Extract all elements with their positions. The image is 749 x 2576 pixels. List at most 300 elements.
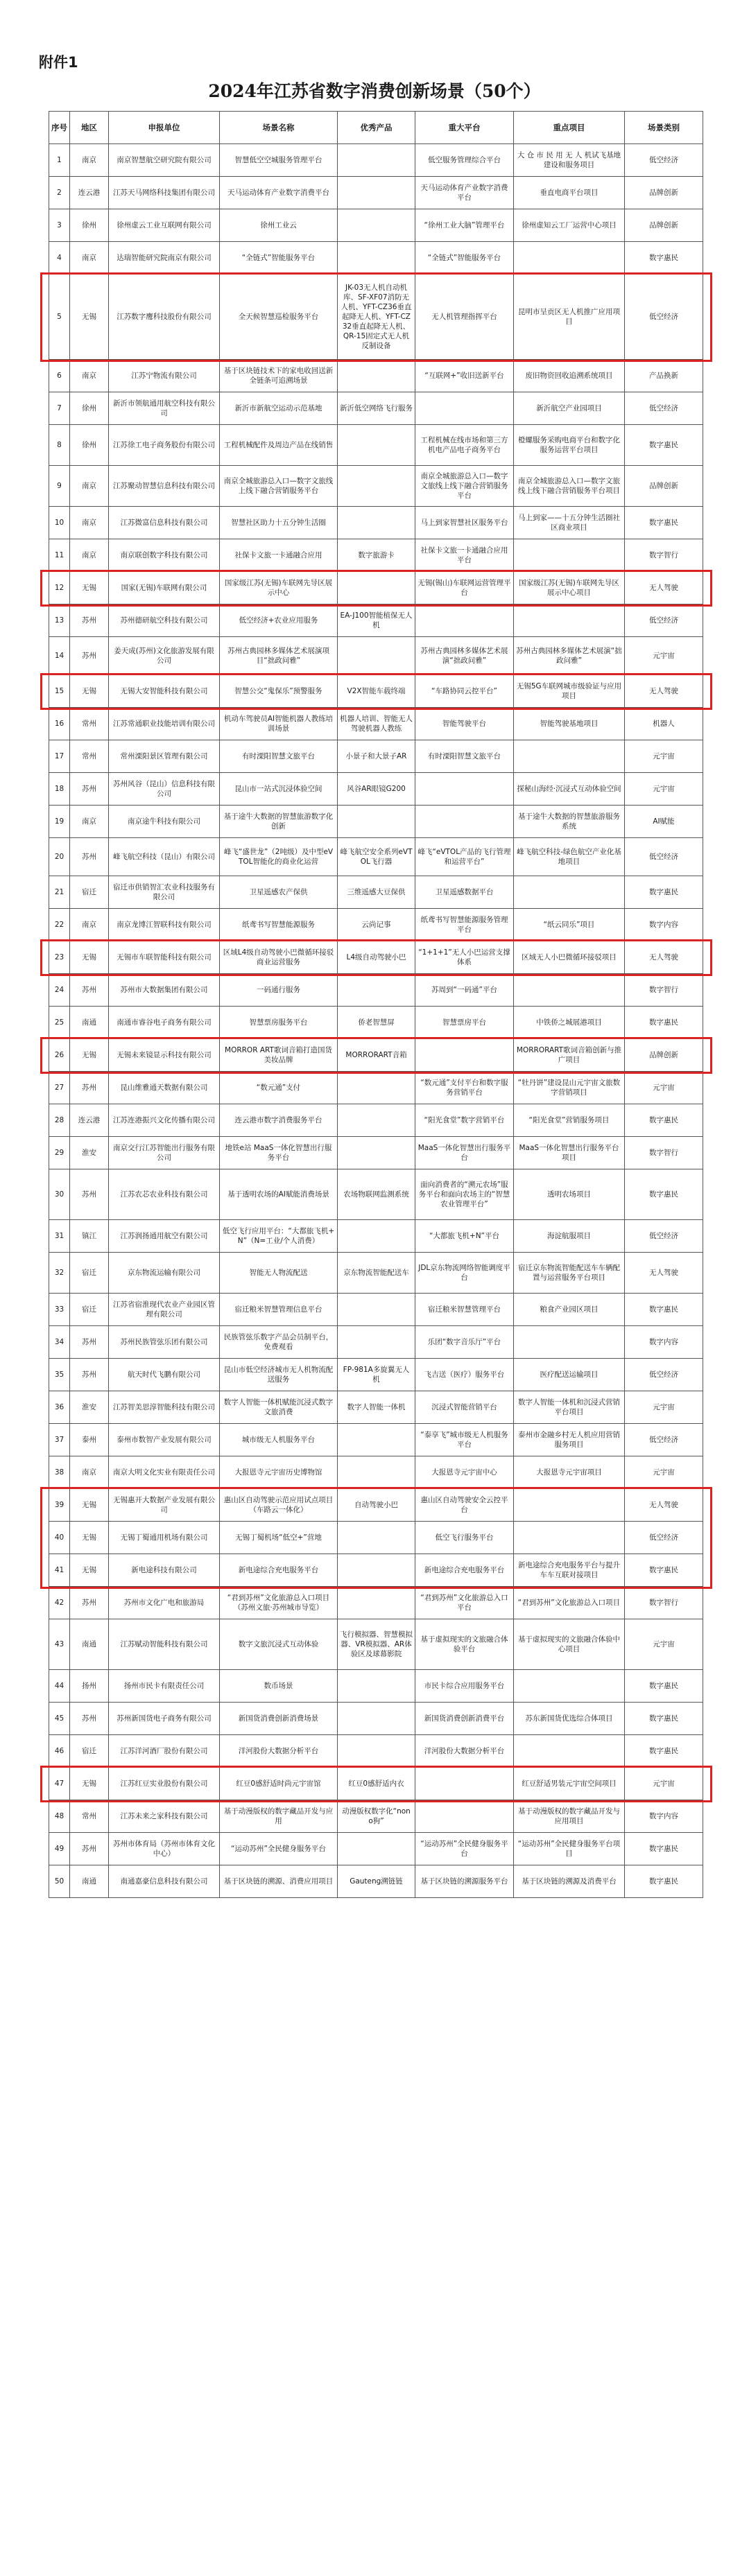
project-cell: 红豆舒适男装元宇宙空间项目 (514, 1768, 625, 1800)
product-cell (338, 1220, 415, 1253)
platform-cell: 智慧票房平台 (415, 1007, 514, 1039)
platform-cell: 无人机管理指挥平台 (415, 275, 514, 360)
row-number: 22 (49, 909, 70, 941)
category-cell: 元宇宙 (625, 1072, 703, 1104)
region-cell: 南京 (70, 1456, 109, 1489)
region-cell: 苏州 (70, 1703, 109, 1735)
table-row (49, 572, 703, 604)
region-cell: 南京 (70, 507, 109, 539)
scene-cell: “君到苏州”文化旅游总入口项目（苏州文旅·苏州城市导览） (220, 1587, 338, 1619)
table-row (49, 177, 703, 209)
region-cell: 无锡 (70, 572, 109, 604)
row-number: 11 (49, 539, 70, 572)
column-header: 序号 (49, 112, 70, 144)
project-cell: 南京全城旅游总入口—数字文旅线上线下融合营销服务平台项目 (514, 466, 625, 507)
scene-cell: 民族管弦乐数字产品会员制平台，免费观看 (220, 1326, 338, 1359)
category-cell: 数字惠民 (625, 1007, 703, 1039)
table-row (49, 1169, 703, 1220)
table-row (49, 1220, 703, 1253)
scene-cell: 惠山区自动驾驶示范应用试点项目（车路云一体化） (220, 1489, 338, 1522)
scene-cell: 天马运动体育产业数字消费平台 (220, 177, 338, 209)
table-row (49, 1587, 703, 1619)
region-cell: 苏州 (70, 637, 109, 675)
platform-cell: 马上到家智慧社区服务平台 (415, 507, 514, 539)
category-cell: 数字智行 (625, 539, 703, 572)
org-cell: 南京智慧航空研究院有限公司 (109, 144, 220, 177)
region-cell: 苏州 (70, 974, 109, 1007)
region-cell: 苏州 (70, 1326, 109, 1359)
row-number: 31 (49, 1220, 70, 1253)
row-number: 34 (49, 1326, 70, 1359)
region-cell: 苏州 (70, 1587, 109, 1619)
project-cell (514, 876, 625, 909)
product-cell (338, 507, 415, 539)
product-cell: 京东物流智能配送车 (338, 1253, 415, 1294)
scene-cell: 卫星遥感农产保供 (220, 876, 338, 909)
org-cell: 苏州市大数据集团有限公司 (109, 974, 220, 1007)
category-cell: 品牌创新 (625, 177, 703, 209)
org-cell: 江苏未来之家科技有限公司 (109, 1800, 220, 1833)
column-header: 场景名称 (220, 112, 338, 144)
region-cell: 苏州 (70, 838, 109, 876)
region-cell: 无锡 (70, 1489, 109, 1522)
table-body (49, 144, 703, 1898)
project-cell: 废旧物资回收追溯系统项目 (514, 360, 625, 392)
org-cell: 无锡市车联智能科技有限公司 (109, 941, 220, 974)
org-cell: 无锡丁蜀通用机场有限公司 (109, 1522, 220, 1554)
category-cell: 品牌创新 (625, 1039, 703, 1072)
category-cell: 低空经济 (625, 604, 703, 637)
product-cell: 新沂低空网络飞行服务 (338, 392, 415, 425)
row-number: 39 (49, 1489, 70, 1522)
project-cell: 峰飞航空科技-绿色航空产业化基地项目 (514, 838, 625, 876)
row-number: 4 (49, 242, 70, 275)
platform-cell: 无锡(锡山)车联网运营管理平台 (415, 572, 514, 604)
category-cell: 数字惠民 (625, 1735, 703, 1768)
row-number: 28 (49, 1104, 70, 1137)
region-cell: 南通 (70, 1619, 109, 1670)
region-cell: 无锡 (70, 675, 109, 708)
category-cell: 数字智行 (625, 1587, 703, 1619)
row-number: 2 (49, 177, 70, 209)
project-cell: “阳光食堂”营销服务项目 (514, 1104, 625, 1137)
platform-cell (415, 604, 514, 637)
product-cell: JK-03无人机自动机库、SF-XF07消防无人机、YFT-CZ36垂直起降无人机、YFT-CZ32垂直起降无人机、QR-15固定式无人机反制设备 (338, 275, 415, 360)
scene-cell: 红豆0感舒适时尚元宇宙馆 (220, 1768, 338, 1800)
scene-cell: “运动苏州”全民健身服务平台 (220, 1833, 338, 1865)
org-cell: 江苏红豆实业股份有限公司 (109, 1768, 220, 1800)
category-cell: 数字智行 (625, 1137, 703, 1169)
table-row (49, 604, 703, 637)
table-row (49, 507, 703, 539)
row-number: 40 (49, 1522, 70, 1554)
platform-cell: “阳光食堂”数字营销平台 (415, 1104, 514, 1137)
category-cell: 机器人 (625, 708, 703, 740)
project-cell (514, 1489, 625, 1522)
platform-cell: “徐州工业大脑”管理平台 (415, 209, 514, 242)
org-cell: 江苏省宿淮现代农业产业园区管理有限公司 (109, 1294, 220, 1326)
product-cell: 农场物联网监测系统 (338, 1169, 415, 1220)
table-row (49, 1735, 703, 1768)
scene-cell: 大报恩寺元宇宙历史博物馆 (220, 1456, 338, 1489)
column-header: 重点项目 (514, 112, 625, 144)
table-row (49, 1703, 703, 1735)
platform-cell: 峰飞“eVTOL产品的飞行管理和运营平台” (415, 838, 514, 876)
org-cell: 江苏常通职业技能培训有限公司 (109, 708, 220, 740)
category-cell: 元宇宙 (625, 1619, 703, 1670)
platform-cell: 卫星遥感数据平台 (415, 876, 514, 909)
product-cell: V2X智能车载终端 (338, 675, 415, 708)
org-cell: 江苏天马网络科技集团有限公司 (109, 177, 220, 209)
product-cell: MORRORART音箱 (338, 1039, 415, 1072)
platform-cell: MaaS一体化智慧出行服务平台 (415, 1137, 514, 1169)
region-cell: 常州 (70, 1800, 109, 1833)
table-row (49, 838, 703, 876)
platform-cell: 天马运动体育产业数字消费平台 (415, 177, 514, 209)
project-cell: 基于区块链的溯源及消费平台 (514, 1865, 625, 1898)
category-cell: 数字智行 (625, 974, 703, 1007)
row-number: 24 (49, 974, 70, 1007)
platform-cell: “1+1+1”无人小巴运营支撑体系 (415, 941, 514, 974)
row-number: 5 (49, 275, 70, 360)
platform-cell: 智能驾驶平台 (415, 708, 514, 740)
region-cell: 宿迁 (70, 876, 109, 909)
row-number: 44 (49, 1670, 70, 1703)
row-number: 49 (49, 1833, 70, 1865)
platform-cell: “数元通”支付平台和数字服务营销平台 (415, 1072, 514, 1104)
row-number: 43 (49, 1619, 70, 1670)
row-number: 13 (49, 604, 70, 637)
table-row (49, 539, 703, 572)
scene-cell: 智能无人物流配送 (220, 1253, 338, 1294)
project-cell (514, 974, 625, 1007)
category-cell: 元宇宙 (625, 740, 703, 773)
row-number: 45 (49, 1703, 70, 1735)
platform-cell: 新电途综合充电服务平台 (415, 1554, 514, 1587)
project-cell: 泰州市金融乡村无人机应用营销服务项目 (514, 1424, 625, 1456)
table-row (49, 144, 703, 177)
platform-cell: 惠山区自动驾驶安全云控平台 (415, 1489, 514, 1522)
project-cell: 基于动漫版权的数字藏品开发与应用项目 (514, 1800, 625, 1833)
row-number: 47 (49, 1768, 70, 1800)
org-cell: 宿迁市供销智汇农业科技服务有限公司 (109, 876, 220, 909)
row-number: 50 (49, 1865, 70, 1898)
category-cell: 数字惠民 (625, 1169, 703, 1220)
project-cell: 数字人智能一体机和沉浸式营销平台项目 (514, 1391, 625, 1424)
region-cell: 无锡 (70, 941, 109, 974)
scene-cell: 地铁e站 MaaS一体化智慧出行服务平台 (220, 1137, 338, 1169)
category-cell: 数字内容 (625, 1326, 703, 1359)
platform-cell (415, 773, 514, 806)
org-cell: 南京大明文化实业有限责任公司 (109, 1456, 220, 1489)
table-row (49, 275, 703, 360)
org-cell: 江苏数字鹰科技股份有限公司 (109, 275, 220, 360)
org-cell: 国家(无锡)车联网有限公司 (109, 572, 220, 604)
table-row (49, 637, 703, 675)
scene-cell: 低空经济+农业应用服务 (220, 604, 338, 637)
category-cell: 数字惠民 (625, 507, 703, 539)
scene-cell: 工程机械配件及周边产品在线销售 (220, 425, 338, 466)
column-header: 场景类别 (625, 112, 703, 144)
region-cell: 淮安 (70, 1137, 109, 1169)
org-cell: 峰飞航空科技（昆山）有限公司 (109, 838, 220, 876)
project-cell: 新电途综合充电服务平台与提升车车互联对接项目 (514, 1554, 625, 1587)
project-cell (514, 1670, 625, 1703)
platform-cell: “全链式”智能服务平台 (415, 242, 514, 275)
project-cell (514, 1735, 625, 1768)
product-cell (338, 1735, 415, 1768)
product-cell (338, 209, 415, 242)
table-row (49, 1391, 703, 1424)
table-row (49, 1137, 703, 1169)
project-cell: MORRORART歌词音箱创新与推广项目 (514, 1039, 625, 1072)
category-cell: 品牌创新 (625, 466, 703, 507)
org-cell: 昆山维雅通天数据有限公司 (109, 1072, 220, 1104)
scene-cell: 洋河股份大数据分析平台 (220, 1735, 338, 1768)
scene-cell: 基于透明农场的AI赋能消费场景 (220, 1169, 338, 1220)
region-cell: 南京 (70, 144, 109, 177)
category-cell: 数字内容 (625, 909, 703, 941)
product-cell (338, 974, 415, 1007)
platform-cell: 新国货消费创新消费平台 (415, 1703, 514, 1735)
platform-cell (415, 1039, 514, 1072)
org-cell: 南京途牛科技有限公司 (109, 806, 220, 838)
row-number: 17 (49, 740, 70, 773)
product-cell: 三维遥感大豆保供 (338, 876, 415, 909)
scene-cell: 新沂市新航空运动示范基地 (220, 392, 338, 425)
project-cell (514, 740, 625, 773)
platform-cell: “大都旅飞机+N”平台 (415, 1220, 514, 1253)
product-cell (338, 242, 415, 275)
table-row (49, 1554, 703, 1587)
project-cell (514, 1522, 625, 1554)
org-cell: 江苏聚动智慧信息科技有限公司 (109, 466, 220, 507)
project-cell: “纸云同乐”项目 (514, 909, 625, 941)
platform-cell (415, 1768, 514, 1800)
product-cell (338, 1424, 415, 1456)
org-cell: 南京龙博江智联科技有限公司 (109, 909, 220, 941)
product-cell (338, 466, 415, 507)
org-cell: 扬州市民卡有限责任公司 (109, 1670, 220, 1703)
product-cell: EA-J100智能植保无人机 (338, 604, 415, 637)
category-cell: 数字惠民 (625, 1294, 703, 1326)
platform-cell: 南京全城旅游总入口—数字文旅线上线下融合营销服务平台 (415, 466, 514, 507)
table-row (49, 1104, 703, 1137)
product-cell (338, 1670, 415, 1703)
platform-cell (415, 806, 514, 838)
product-cell: 小景子和大景子AR (338, 740, 415, 773)
project-cell: MaaS一体化智慧出行服务平台项目 (514, 1137, 625, 1169)
table-row (49, 1039, 703, 1072)
region-cell: 南京 (70, 806, 109, 838)
region-cell: 苏州 (70, 1833, 109, 1865)
region-cell: 连云港 (70, 1104, 109, 1137)
project-cell: 宿迁京东物流智能配送车车辆配置与运营服务平台项目 (514, 1253, 625, 1294)
org-cell: 苏州新国货电子商务有限公司 (109, 1703, 220, 1735)
project-cell: 探秘山海经·沉浸式互动体验空间 (514, 773, 625, 806)
region-cell: 无锡 (70, 1039, 109, 1072)
table-row (49, 1619, 703, 1670)
table-header-row (49, 112, 703, 144)
platform-cell: JDL京东物流网络智能调度平台 (415, 1253, 514, 1294)
region-cell: 宿迁 (70, 1253, 109, 1294)
category-cell: 低空经济 (625, 1522, 703, 1554)
table-row (49, 1800, 703, 1833)
row-number: 1 (49, 144, 70, 177)
scene-cell: 基于途牛大数据的智慧旅游数字化创新 (220, 806, 338, 838)
product-cell (338, 144, 415, 177)
scene-cell: 昆山市一站式沉浸体验空间 (220, 773, 338, 806)
org-cell: 江苏宁物流有限公司 (109, 360, 220, 392)
table-row (49, 1522, 703, 1554)
platform-cell: 市民卡综合应用服务平台 (415, 1670, 514, 1703)
org-cell: 常州溧阳景区管理有限公司 (109, 740, 220, 773)
product-cell: 峰飞航空安全系列eVTOL飞行器 (338, 838, 415, 876)
category-cell: 品牌创新 (625, 209, 703, 242)
row-number: 21 (49, 876, 70, 909)
row-number: 46 (49, 1735, 70, 1768)
scene-cell: 智慧票房服务平台 (220, 1007, 338, 1039)
category-cell: 无人驾驶 (625, 1489, 703, 1522)
org-cell: 徐州虚云工业互联网有限公司 (109, 209, 220, 242)
product-cell: 红豆0感舒适内衣 (338, 1768, 415, 1800)
row-number: 19 (49, 806, 70, 838)
project-cell (514, 604, 625, 637)
scene-cell: 低空飞行应用平台：“大都旅飞机+N”（N=工业/个人消费） (220, 1220, 338, 1253)
platform-cell: 社保卡文旅一卡通融合应用平台 (415, 539, 514, 572)
org-cell: 苏州市文化广电和旅游局 (109, 1587, 220, 1619)
region-cell: 常州 (70, 708, 109, 740)
table-row (49, 1865, 703, 1898)
scene-cell: 数字文旅沉浸式互动体验 (220, 1619, 338, 1670)
org-cell: 江苏智美思淳智能科技有限公司 (109, 1391, 220, 1424)
category-cell: 数字惠民 (625, 242, 703, 275)
project-cell: “牡丹饼”建设昆山元宇宙文旅数字营销项目 (514, 1072, 625, 1104)
project-cell: 中铁侨之城展港项目 (514, 1007, 625, 1039)
category-cell: 无人驾驶 (625, 572, 703, 604)
scene-cell: 国家级江苏(无锡)车联网先导区展示中心 (220, 572, 338, 604)
table-row (49, 242, 703, 275)
scene-cell: 智慧公交“鬼保乐”预警服务 (220, 675, 338, 708)
region-cell: 南京 (70, 466, 109, 507)
scene-cell: 全天候智慧巡检服务平台 (220, 275, 338, 360)
table-row (49, 360, 703, 392)
table-row (49, 466, 703, 507)
region-cell: 南京 (70, 539, 109, 572)
org-cell: 江苏农芯农业科技有限公司 (109, 1169, 220, 1220)
platform-cell: 乐团“数字音乐厅”平台 (415, 1326, 514, 1359)
region-cell: 南京 (70, 242, 109, 275)
category-cell: 无人驾驶 (625, 1253, 703, 1294)
org-cell: 达瑞智能研究院南京有限公司 (109, 242, 220, 275)
project-cell: 苏州古典园林多媒体艺术展演“拙政问雅” (514, 637, 625, 675)
org-cell: 新电途科技有限公司 (109, 1554, 220, 1587)
annex-label: 附件1 (39, 54, 78, 71)
category-cell: 数字惠民 (625, 425, 703, 466)
project-cell: 无锡5G车联网城市级验证与应用项目 (514, 675, 625, 708)
region-cell: 无锡 (70, 275, 109, 360)
table-row (49, 1359, 703, 1391)
scene-cell: 纸鸢书写智慧能源服务 (220, 909, 338, 941)
project-cell: 橙螺服务采购电商平台和数字化服务运营平台项目 (514, 425, 625, 466)
org-cell: 江苏微富信息科技有限公司 (109, 507, 220, 539)
table-row (49, 1489, 703, 1522)
project-cell: 苏东新国货优选综合体项目 (514, 1703, 625, 1735)
org-cell: 江苏赋动智能科技有限公司 (109, 1619, 220, 1670)
row-number: 29 (49, 1137, 70, 1169)
region-cell: 宿迁 (70, 1294, 109, 1326)
platform-cell: 有时溧阳智慧文旅平台 (415, 740, 514, 773)
project-cell (514, 242, 625, 275)
product-cell (338, 425, 415, 466)
platform-cell: 面向消费者的“溯元农场”服务平台和面向农场主的“智慧农业管理平台” (415, 1169, 514, 1220)
product-cell (338, 1554, 415, 1587)
table-row (49, 773, 703, 806)
category-cell: AI赋能 (625, 806, 703, 838)
project-cell: “运动苏州”全民健身服务平台项目 (514, 1833, 625, 1865)
category-cell: 产品换新 (625, 360, 703, 392)
scene-cell: 宿迁粮米智慧管理信息平台 (220, 1294, 338, 1326)
product-cell (338, 177, 415, 209)
region-cell: 镇江 (70, 1220, 109, 1253)
project-cell: 粮食产业园区项目 (514, 1294, 625, 1326)
org-cell: 无锡未来镜显示科技有限公司 (109, 1039, 220, 1072)
region-cell: 南京 (70, 360, 109, 392)
scene-cell: 有时溧阳智慧文旅平台 (220, 740, 338, 773)
table-row (49, 806, 703, 838)
product-cell: 数字人智能一体机 (338, 1391, 415, 1424)
row-number: 42 (49, 1587, 70, 1619)
org-cell: 苏州民族管弦乐团有限公司 (109, 1326, 220, 1359)
table-row (49, 675, 703, 708)
product-cell: FP-981A多旋翼无人机 (338, 1359, 415, 1391)
row-number: 36 (49, 1391, 70, 1424)
region-cell: 泰州 (70, 1424, 109, 1456)
region-cell: 连云港 (70, 177, 109, 209)
table-row (49, 876, 703, 909)
category-cell: 元宇宙 (625, 637, 703, 675)
category-cell: 低空经济 (625, 1220, 703, 1253)
table-row (49, 1424, 703, 1456)
org-cell: 泰州市数智产业发展有限公司 (109, 1424, 220, 1456)
org-cell: 航天时代飞鹏有限公司 (109, 1359, 220, 1391)
project-cell: 海淀航服项目 (514, 1220, 625, 1253)
table-row (49, 740, 703, 773)
region-cell: 苏州 (70, 1072, 109, 1104)
category-cell: 元宇宙 (625, 1768, 703, 1800)
row-number: 35 (49, 1359, 70, 1391)
region-cell: 南通 (70, 1865, 109, 1898)
project-cell: 新沂航空产业园项目 (514, 392, 625, 425)
category-cell: 数字惠民 (625, 876, 703, 909)
platform-cell: 基于区块链的溯源服务平台 (415, 1865, 514, 1898)
product-cell (338, 1456, 415, 1489)
platform-cell: 洋河股份大数据分析平台 (415, 1735, 514, 1768)
row-number: 3 (49, 209, 70, 242)
product-cell: 机器人培训、智能无人驾驶机器人教练 (338, 708, 415, 740)
region-cell: 常州 (70, 740, 109, 773)
row-number: 27 (49, 1072, 70, 1104)
org-cell: 南通市睿谷电子商务有限公司 (109, 1007, 220, 1039)
org-cell: 江苏连港振兴文化传播有限公司 (109, 1104, 220, 1137)
table-row (49, 1768, 703, 1800)
org-cell: 京东物流运输有限公司 (109, 1253, 220, 1294)
category-cell: 低空经济 (625, 392, 703, 425)
category-cell: 无人驾驶 (625, 941, 703, 974)
platform-cell: 苏周到“一码通”平台 (415, 974, 514, 1007)
category-cell: 低空经济 (625, 144, 703, 177)
org-cell: 姜天成(苏州)文化旅游发展有限公司 (109, 637, 220, 675)
